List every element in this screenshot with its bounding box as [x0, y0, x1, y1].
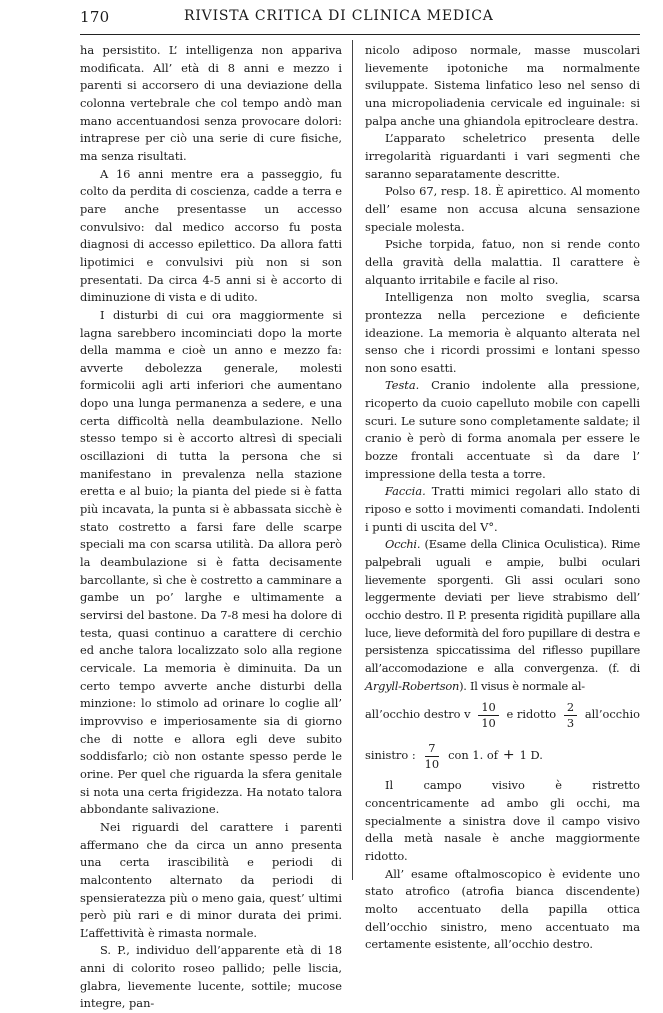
paragraph-occhi: [365, 536, 640, 695]
paragraph: Psiche torpida, fatuo, non si rende conto della gravità della malattia. Il carattere è alquanto irritabile e facile al riso.: [365, 237, 640, 287]
paragraph: All’ esame oftalmoscopico è evidente uno stato atrofico (atrofia bianca discendente) molto accentuato della papilla ottica dell’occhio sinistro, meno accentuato ma certamente esistente, all’occhio destro.: [365, 866, 640, 952]
fraction-numerator: 7: [425, 741, 438, 757]
running-title: RIVISTA CRITICA DI CLINICA MEDICA: [184, 8, 494, 24]
page-number: 170: [80, 8, 110, 26]
paragraph: Nei riguardi del carattere i parenti affermano che da circa un anno presenta una certa irascibilità e periodi di malcontento alternato da periodi di spensieratezza più o meno gaia, quest’ ultimi però più rari e di minor durata dei primi. L’affettività è rimasta normale.: [80, 819, 342, 940]
fraction-seven-tenths: [422, 741, 443, 772]
left-column: [80, 42, 342, 1013]
section-label-faccia: Faccia.: [385, 484, 426, 499]
section-label-occhi: Occhi.: [385, 537, 421, 552]
fraction-denominator: 10: [424, 756, 440, 771]
fraction-denominator: 3: [566, 715, 575, 730]
paragraph: Il campo visivo è ristretto concentricamente ad ambo gli occhi, ma specialmente a sinistra dove il campo visivo della metà nasale è anche maggiormente ridotto.: [365, 778, 640, 863]
fraction-two-thirds: [564, 700, 577, 731]
paragraph: S. P., individuo dell’apparente età di 18 anni di colorito roseo pallido; pelle liscia, glabra, lievemente lucente, sottile; mucose integre, pan-: [80, 943, 342, 1011]
paragraph: Polso 67, resp. 18. È apirettico. Al momento dell’ esame non accusa alcuna sensazione speciale molesta.: [365, 184, 640, 234]
paragraph-testa: [365, 377, 640, 483]
visus-text: all’occhio: [584, 707, 640, 722]
visus-left-eye-line: [365, 736, 640, 776]
occhi-text-b: ). Il visus è normale al-: [459, 678, 585, 693]
paragraph-faccia: [365, 483, 640, 536]
testa-text: Cranio indolente alla pressione, ricoperto da cuoio capelluto mobile con capelli scuri. Le suture sono completamente saldate; il cranio è però di forma anomala per essere le bozze frontali accentuate sì da dare l’ impressione della testa a torre.: [365, 378, 640, 481]
paragraph: ha persistito. L’ intelligenza non appariva modificata. All’ età di 8 anni e mezzo i parenti si accorsero di una deviazione della colonna vertebrale che col tempo andò man mano accentuandosi senza provocare dolori: intraprese per ciò una serie di cure fisiche, ma senza risultati.: [80, 43, 342, 163]
paragraph: nicolo adiposo normale, masse muscolari lievemente ipotoniche ma normalmente sviluppate. Sistema linfatico leso nel senso di una micropoliadenia cervicale ed inguinale: si palpa anche una ghiandola epitrocleare destra.: [365, 43, 640, 128]
visus-right-eye-line: [365, 695, 640, 735]
page-header: [80, 8, 640, 30]
right-column: [365, 42, 640, 954]
faccia-text: Tratti mimici regolari allo stato di riposo e sotto i movimenti comandati. Indolenti i punti di uscita del V°.: [365, 484, 640, 534]
paragraph: L’apparato scheletrico presenta delle irregolarità riguardanti i vari segmenti che saranno separatamente descritte.: [365, 131, 640, 181]
paragraph: A 16 anni mentre era a passeggio, fu colto da perdita di coscienza, cadde a terra e pare anche presentasse un accesso convulsivo: dal medico accorso fu posta diagnosi di accesso epilettico. Da allora fatti lipotimici e convulsivi più non si son presentati. Da circa 4-5 anni si è accorto di diminuzione di vista e di udito.: [80, 166, 342, 305]
visus-text: e ridotto: [506, 707, 557, 722]
fraction-denominator: 10: [481, 715, 496, 730]
section-label-testa: Testa.: [385, 378, 420, 393]
plus-sign: +: [502, 747, 515, 764]
fraction-numerator: 10: [478, 700, 499, 716]
fraction-ten-tenths: [478, 700, 499, 731]
column-divider: [352, 40, 353, 880]
paragraph: I disturbi di cui ora maggiormente si lagna sarebbero incominciati dopo la morte della mamma e cioè un anno e mezzo fa: avverte debolezza generale, molesti formicolii agli arti inferiori che aumentano dopo una lunga permanenza a sedere, e una certa difficoltà nella deambulazione. Nello stesso tempo si è accorto altresì di speciali oscillazioni di tutta la persona che si manifestano in prevalenza nella stazione eretta e al buio; la pianta del piede si è fatta più incavata, la punta si è abbassata sicchè è stato costretto a farsi fare delle scarpe speciali ma con scarsa utilità. Da allora però la deambulazione si è fatta decisamente barcollante, sì che è costretto a camminare a gambe un po’ larghe e ultimamente a servirsi del bastone. Da 7-8 mesi ha dolore di testa, quasi continuo a carattere di cerchio ed anche talora localizzato solo alla regione cervicale. La memoria è diminuita. Da un certo tempo avverte anche disturbi della minzione: lo stimolo ad orinare lo coglie all’ improvviso e imperiosamente sia di giorno che di notte e allora egli deve subito soddisfarlo; ciò non ostante spesso perde le orine. Per quel che riguarda la sfera genitale si nota una certa frigidezza. Ha notato talora abbondante salivazione.: [80, 307, 342, 817]
visus-text: con 1. of: [448, 748, 498, 763]
visus-text: 1 D.: [519, 748, 543, 763]
occhi-text-a: (Esame della Clinica Oculistica). Rime palpebrali uguali e ampie, bulbi oculari lievemente sporgenti. Gli assi oculari sono leggermente deviati per lieve strabismo dell’ occhio destro. Il P. presenta rigidità pupillare alla luce, lieve deformità del foro pupillare di destra e persistenza spiccatissima del riflesso pupillare all’accomodazione e alla convergenza. (f. di: [365, 537, 640, 675]
header-rule: [80, 34, 640, 35]
eponym-reference: Argyll-Robertson: [365, 678, 460, 693]
paragraph: Intelligenza non molto sveglia, scarsa prontezza nella percezione e deficiente ideazione. La memoria è alquanto alterata nel senso che i ricordi prossimi e lontani spesso non sono esatti.: [365, 290, 640, 375]
visus-text: all’occhio destro v: [365, 707, 471, 722]
visus-text: sinistro :: [365, 748, 416, 763]
fraction-numerator: 2: [564, 700, 577, 716]
